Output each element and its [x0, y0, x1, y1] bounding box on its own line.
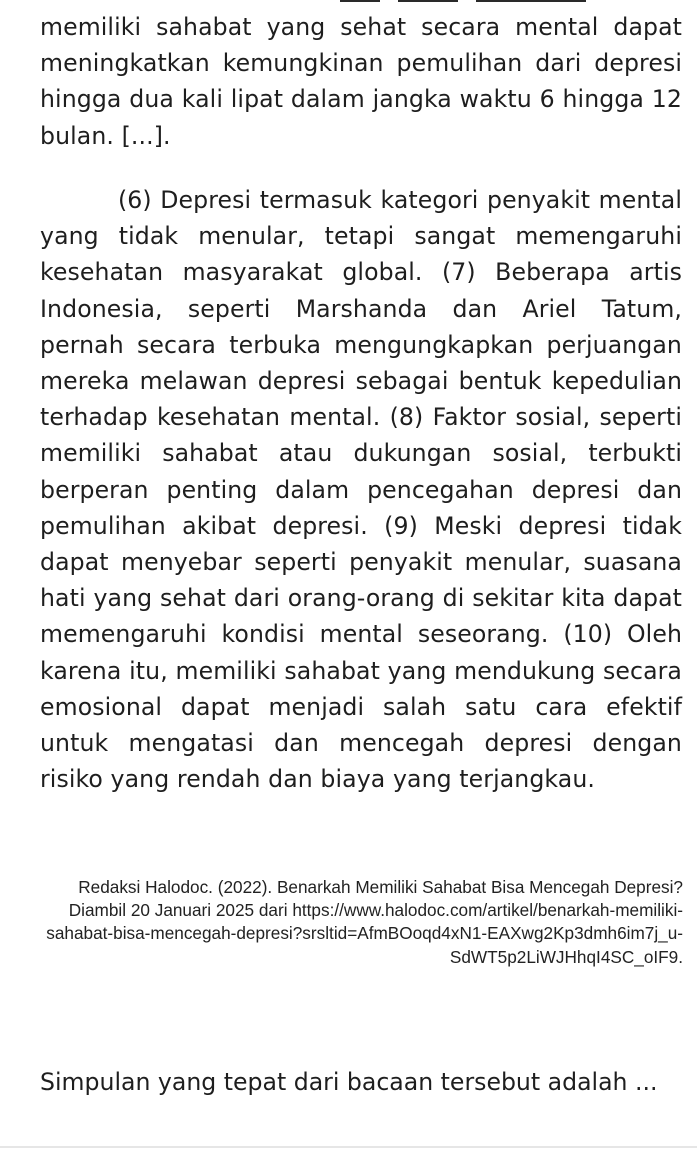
paragraph-main: (6) Depresi termasuk kategori penyakit mental yang tidak menular, tetapi sangat memengaruhi kesehatan masyarakat global. (7) Beberapa artis Indonesia, seperti Marshanda dan Ariel Tatum, pernah secara terbuka mengungkapkan perjuangan mereka melawan depresi sebagai bentuk kepedulian terhadap kesehatan mental. (8) Faktor sosial, seperti memiliki sahabat atau dukungan sosial, terbukti berperan penting dalam pencegahan depresi dan pemulihan akibat depresi. (9) Meski depresi tidak dapat menyebar seperti penyakit menular, suasana hati yang sehat dari orang-orang di sekitar kita dapat memengaruhi kondisi mental seseorang. (10) Oleh karena itu, memiliki sahabat yang mendukung secara emosional dapat menjadi salah satu cara efektif untuk mengatasi dan mencegah depresi dengan risiko yang rendah dan biaya yang terjangkau. [40, 186, 682, 794]
reference-citation: Redaksi Halodoc. (2022). Benarkah Memiliki Sahabat Bisa Mencegah Depresi? Diambil 20 Januari 2025 dari https://www.halodoc.com/artikel/benarkah-memiliki-sahabat-bisa-mencegah-depresi?srsltid=AfmBOoqd4xN1-EAXwg2Kp3dmh6im7j_u-SdWT5p2LiWJHhqI4SC_oIF9. [46, 877, 683, 967]
paragraph-top: memiliki sahabat yang sehat secara mental dapat meningkatkan kemungkinan pemulihan dari depresi hingga dua kali lipat dalam jangka waktu 6 hingga 12 bulan. [...]. [40, 13, 682, 150]
cropped-previous-line [340, 0, 640, 4]
bottom-divider [0, 1146, 697, 1148]
question-prompt: Simpulan yang tepat dari bacaan tersebut adalah ... [40, 1068, 658, 1096]
